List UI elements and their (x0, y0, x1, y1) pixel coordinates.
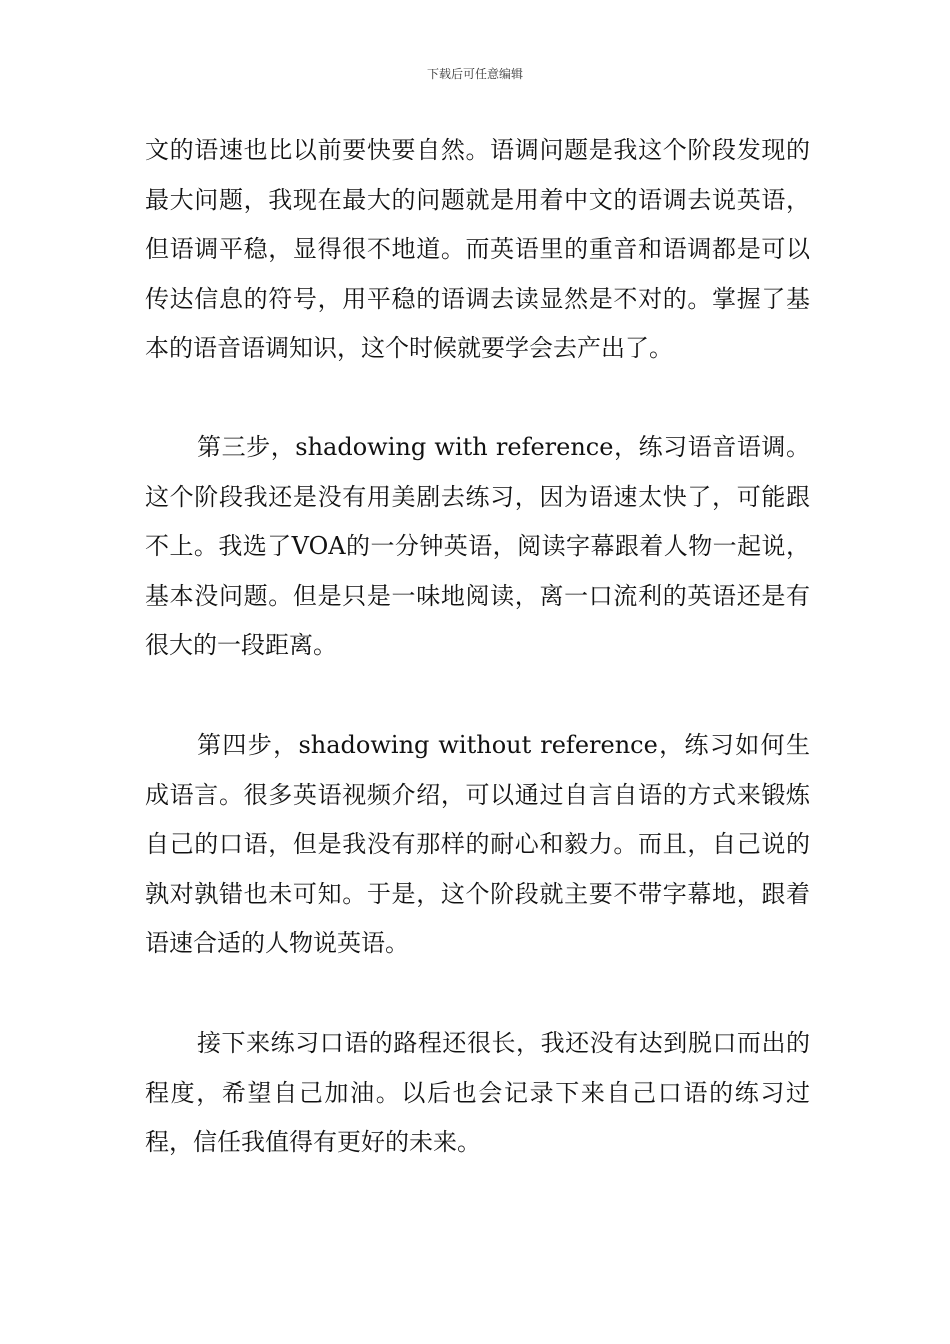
page-header: 下载后可任意编辑 (426, 67, 523, 81)
paragraph-1: 文的语速也比以前要快要自然。语调问题是我这个阶段发现的最大问题，我现在最大的问题就是用着中文的语调去说英语，但语调平稳，显得很不地道。而英语里的重音和语调都是可以传达信息的符号，用平稳的语调去读显然是不对的。掌握了基本的语音语调知识，这个时候就要学会去产出了。 (145, 136, 810, 363)
document-body (145, 126, 810, 1168)
paragraph-2: 第三步，shadowing with reference，练习语音语调。这个阶段我还是没有用美剧去练习，因为语速太快了，可能跟不上。我选了VOA的一分钟英语，阅读字幕跟着人物一起说，基本没问题。但是只是一味地阅读，离一口流利的英语还是有很大的一段距离。 (145, 432, 810, 660)
paragraph-3: 第四步，shadowing without reference，练习如何生成语言。很多英语视频介绍，可以通过自言自语的方式来锻炼自己的口语，但是我没有那样的耐心和毅力。而且，自己说的孰对孰错也未可知。于是，这个阶段就主要不带字幕地，跟着语速合适的人物说英语。 (145, 730, 810, 958)
paragraph-4: 接下来练习口语的路程还很长，我还没有达到脱口而出的程度，希望自己加油。以后也会记录下来自己口语的练习过程，信任我值得有更好的未来。 (145, 1028, 810, 1157)
